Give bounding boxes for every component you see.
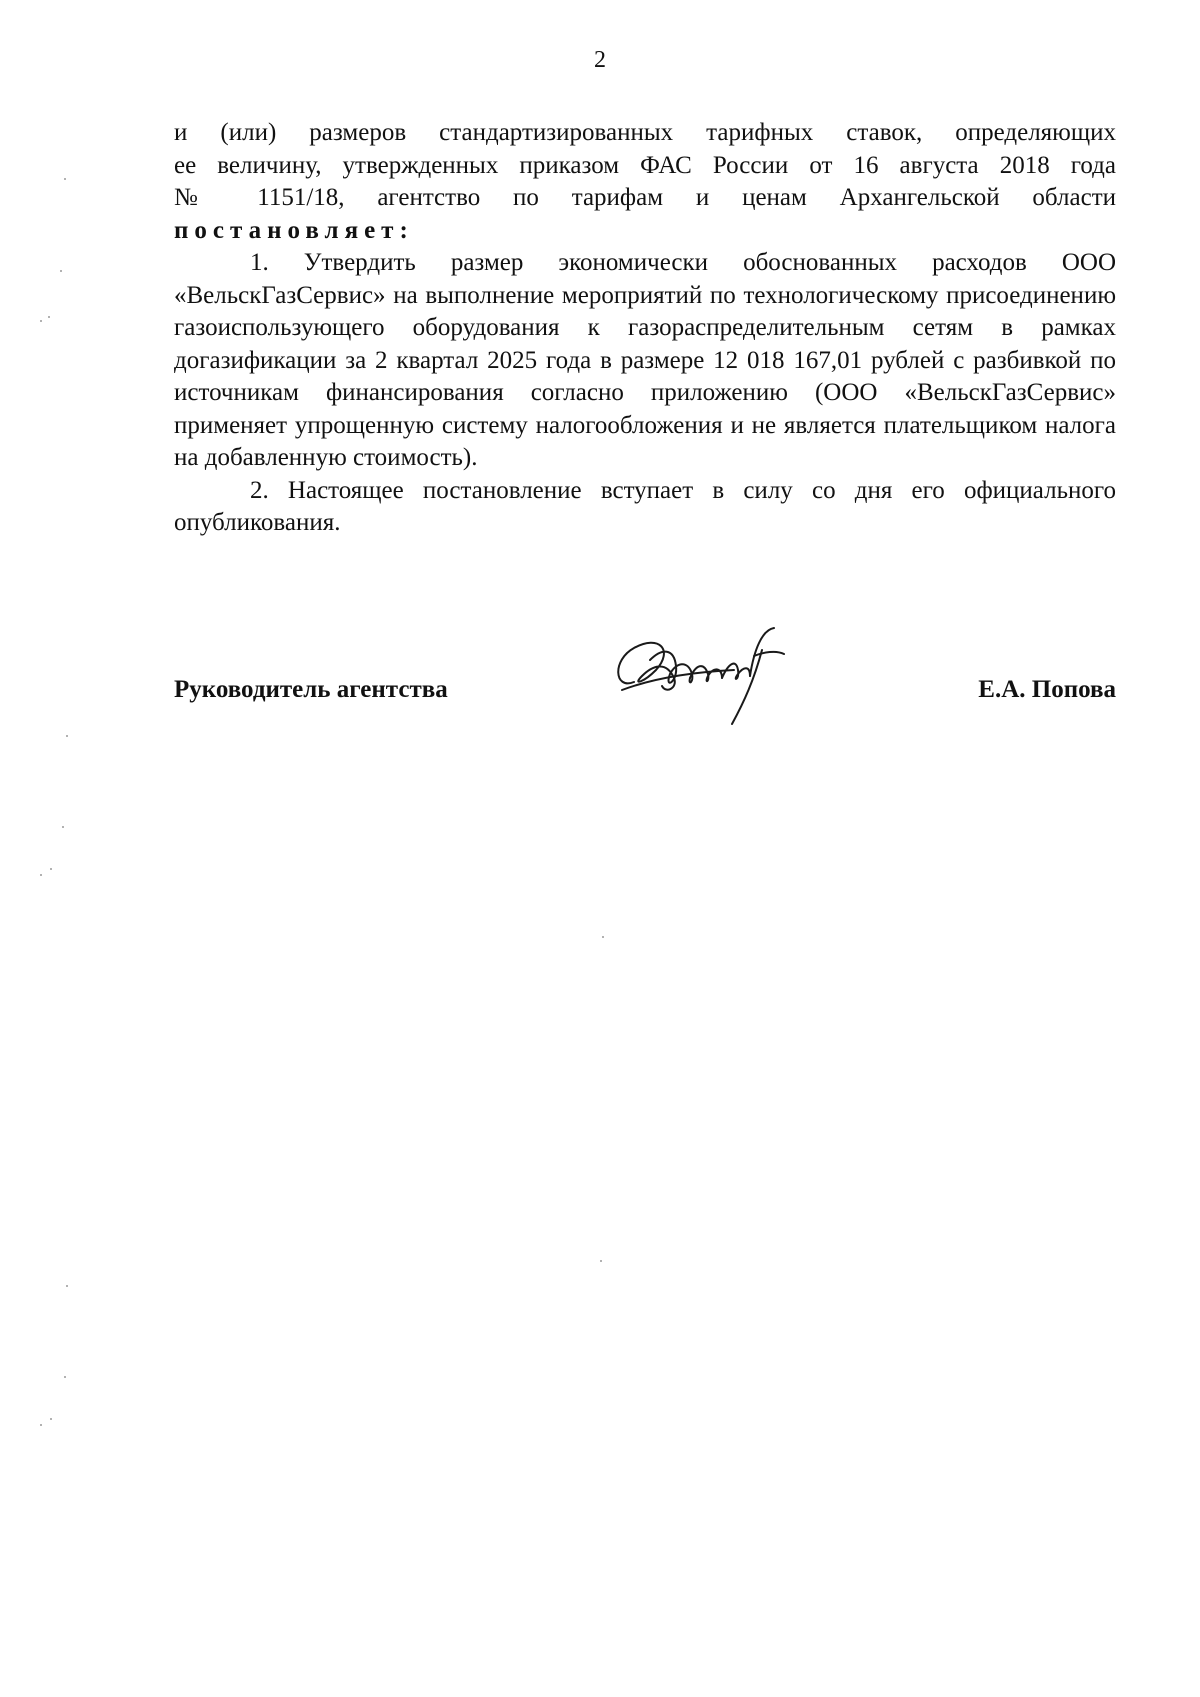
- item-1: 1. Утвердить размер экономически обоснованных расходов ООО «ВельскГазСервис» на выполнение мероприятий по технологическому присоединению газоиспользующего оборудования к газораспределительным сетям в рамках догазификации за 2 квартал 2025 года в размере 12 018 167,01 рублей с разбивкой по источникам финансирования согласно приложению (ООО «ВельскГазСервис» применяет упрощенную систему налогообложения и не является плательщиком налога на добавленную стоимость).: [174, 249, 1116, 471]
- scan-speck: [66, 735, 68, 737]
- scan-speck: [64, 1376, 66, 1378]
- item-2: 2. Настоящее постановление вступает в силу со дня его официального опубликования.: [174, 476, 1116, 536]
- handwritten-signature: [604, 620, 794, 730]
- signatory-name: Е.А. Попова: [978, 676, 1116, 703]
- scan-speck: [60, 270, 62, 272]
- intro-line-1: и (или) размеров стандартизированных тарифных ставок, определяющих: [174, 119, 1116, 146]
- scan-speck: [50, 868, 52, 870]
- scan-speck: [40, 1424, 42, 1426]
- signature-block: [174, 660, 1116, 730]
- scan-speck: [40, 874, 42, 876]
- scan-speck: [62, 826, 64, 828]
- scan-speck: [64, 178, 66, 180]
- document-body: [174, 117, 1116, 540]
- page-number: 2: [594, 47, 606, 73]
- intro-line-3: № 1151/18, агентство по тарифам и ценам Архангельской области: [174, 184, 1116, 211]
- scan-speck: [66, 1285, 68, 1287]
- scan-speck: [50, 1418, 52, 1420]
- resolves-word: постановляет:: [174, 216, 414, 244]
- scan-speck: [602, 936, 604, 938]
- signatory-title: Руководитель агентства: [174, 676, 448, 703]
- scan-speck: [40, 320, 42, 322]
- scan-speck: [600, 1260, 602, 1262]
- intro-line-2: ее величину, утвержденных приказом ФАС России от 16 августа 2018 года: [174, 151, 1116, 179]
- scan-speck: [48, 316, 50, 318]
